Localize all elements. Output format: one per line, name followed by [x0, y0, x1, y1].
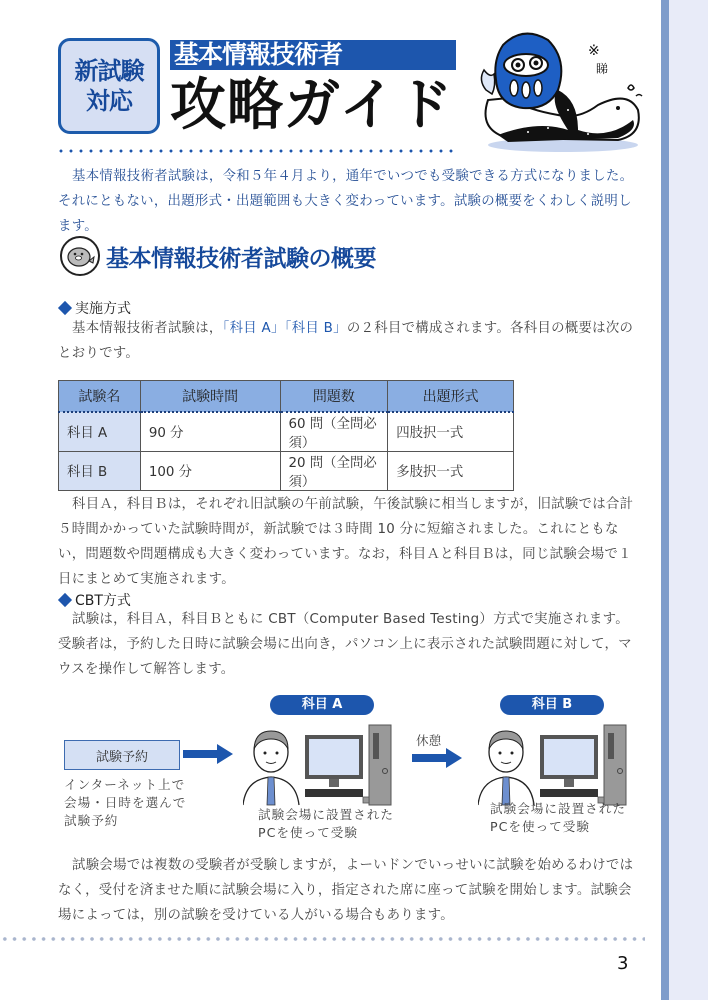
- reservation-box: 試験予約: [64, 740, 180, 770]
- table-cell: 20 問（全問必須）: [280, 451, 388, 490]
- examinee-pc-icon: [478, 717, 628, 807]
- implementation-text-after: の２科目で構成されます。各科目の概要は次のとおりです。: [58, 321, 634, 361]
- page-edge-bar: [661, 0, 669, 1000]
- table-cell: 60 問（全問必須）: [280, 412, 388, 452]
- implementation-heading: [58, 298, 131, 318]
- page-number: 3: [617, 953, 629, 974]
- table-header: 試験名: [59, 381, 141, 412]
- section-heading: [60, 236, 376, 276]
- intro-paragraph: 基本情報技術者試験は，令和５年４月より，通年でいつでも受験できる方式になりました。それにともない，出題形式・出題範囲も大きく変わっています。試験の概要をくわしく説明します。: [58, 169, 634, 234]
- seal-icon: [60, 236, 100, 276]
- arrow-right-icon: [412, 748, 462, 768]
- diamond-bullet-icon: [58, 593, 72, 607]
- new-exam-badge: [58, 38, 160, 134]
- caption-line: 会場・日時を選んで: [64, 795, 187, 810]
- table-cell: 四肢択一式: [388, 412, 514, 452]
- page-title: 攻略ガイド: [170, 73, 454, 138]
- arrow-right-icon: [183, 744, 233, 764]
- title-dotted-divider: [56, 149, 456, 153]
- table-cell: 多肢択一式: [388, 451, 514, 490]
- implementation-heading-label: 実施方式: [75, 301, 131, 317]
- scene-caption-a: [258, 806, 394, 842]
- diamond-bullet-icon: [58, 301, 72, 315]
- implementation-text-before: 基本情報技術者試験は，: [72, 321, 223, 336]
- table-header: 問題数: [280, 381, 388, 412]
- daruma-mascot-icon: [468, 30, 658, 155]
- cbt-paragraph: 試験は，科目Ａ，科目Ｂともに CBT（Computer Based Testing）方式で実施されます。受験者は，予約した日時に試験会場に出向き，パソコン上に表示された試験問題に対して，マウスを操作して解答します。: [58, 612, 632, 677]
- scene-caption-b: [490, 800, 626, 836]
- comparison-paragraph: 科目Ａ，科目Ｂは，それぞれ旧試験の午前試験，午後試験に相当しますが，旧試験では合計５時間かかっていた試験時間が，新試験では３時間 10 分に短縮されました。これにともない，問題数や問題構成も大きく変わっています。なお，科目Ａと科目Ｂは，同じ試験会場で１日にまとめて実施されます。: [58, 497, 634, 587]
- caption-line: 試験会場に設置された: [258, 807, 394, 822]
- caption-line: インターネット上で: [64, 777, 186, 792]
- table-header: 出題形式: [388, 381, 514, 412]
- examinee-pc-icon: [243, 717, 393, 807]
- table-cell: 90 分: [140, 412, 280, 452]
- footer-dotted-divider: [0, 936, 645, 942]
- caption-line: 試験予約: [64, 813, 119, 828]
- table-row: [59, 451, 514, 490]
- table-cell: 科目 A: [59, 412, 141, 452]
- subject-b-pill: 科目 B: [500, 695, 604, 715]
- caption-line: PCを使って受験: [490, 819, 590, 834]
- svg-text:睇: 睇: [596, 62, 609, 76]
- badge-line-2: 対応: [86, 87, 132, 115]
- caption-line: PCを使って受験: [258, 825, 358, 840]
- subject-a-pill: 科目 A: [270, 695, 374, 715]
- caption-line: 試験会場に設置された: [490, 801, 626, 816]
- break-label: 休憩: [416, 733, 442, 748]
- svg-text:※: ※: [588, 43, 600, 59]
- badge-line-1: 新試験: [74, 57, 144, 85]
- reservation-caption: [64, 776, 186, 830]
- table-row: [59, 412, 514, 452]
- table-cell: 100 分: [140, 451, 280, 490]
- table-header: 試験時間: [140, 381, 280, 412]
- subject-a-mention: 「科目 A」: [222, 321, 285, 336]
- exam-table: [58, 380, 514, 491]
- section-title: 基本情報技術者試験の概要: [106, 245, 376, 272]
- table-header-row: [59, 381, 514, 412]
- closing-paragraph: 試験会場では複数の受験者が受験しますが，よーいドンでいっせいに試験を始めるわけではなく，受付を済ませた順に試験会場に入り，指定された席に座って試験を開始します。試験会場によっては，別の試験を受けている人がいる場合もあります。: [58, 858, 634, 923]
- page-edge-margin: [669, 0, 708, 1000]
- cbt-heading-label: CBT方式: [75, 593, 131, 609]
- table-cell: 科目 B: [59, 451, 141, 490]
- title-band: 基本情報技術者: [170, 40, 456, 70]
- subject-b-mention: 「科目 B」: [284, 321, 347, 336]
- implementation-paragraph: [58, 316, 634, 366]
